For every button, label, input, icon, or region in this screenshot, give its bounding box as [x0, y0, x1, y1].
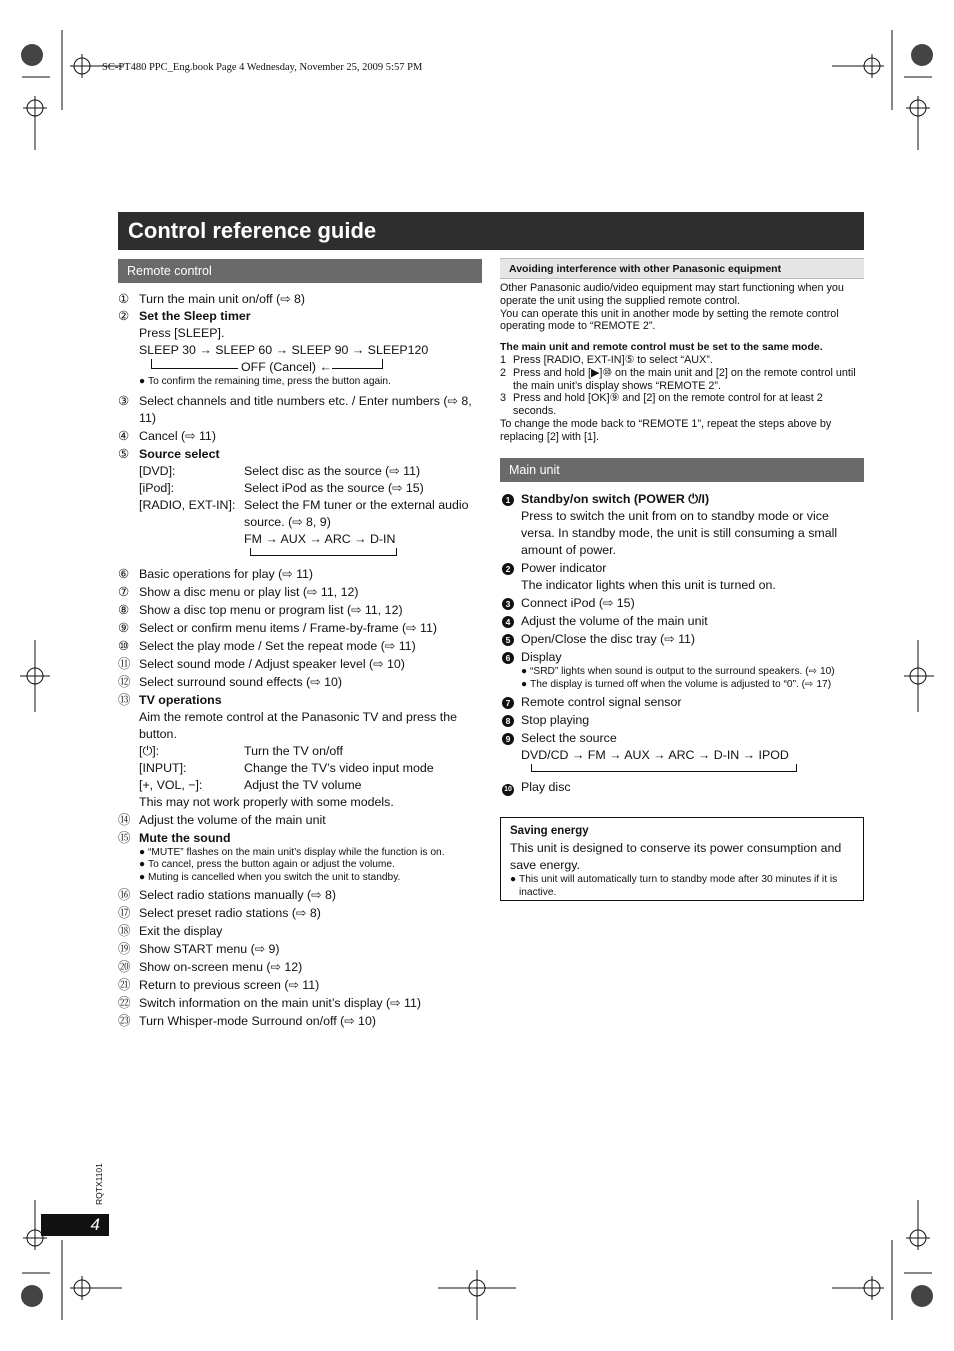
main-unit-list	[502, 491, 864, 796]
list-item: ⑰ Select preset radio stations (⇨ 8)	[118, 906, 321, 921]
list-item: ⑨ Select or confirm menu items / Frame-by-frame (⇨ 11)	[118, 620, 437, 635]
list-item: ④ Cancel (⇨ 11)	[118, 428, 216, 443]
step-item: 2 Press and hold [▶]⑩ on the main unit and [2] on the remote control until the main unit’s display shows “REMOTE 2”.	[500, 366, 856, 392]
list-item: ⑯ Select radio stations manually (⇨ 8)	[118, 888, 337, 903]
remote-control-heading: Remote control	[118, 259, 482, 283]
list-item: ㉒ Switch information on the main unit’s display (⇨ 11)	[118, 996, 421, 1011]
page-title: Control reference guide	[118, 212, 864, 250]
list-item: 8 Stop playing	[502, 712, 864, 729]
avoid-interference-body: Other Panasonic audio/video equipment may start functioning when you operate the unit using the supplied remote control. You can operate this unit in another mode by setting the remote control operating mode to “REMOTE 2”. The main unit and remote control must be set to the same mode. 1 Press [RADIO, EXT-IN]⑤ to select “AUX”. 2 Press and hold [▶]⑩ on the main unit and [2] on the remote control until the main unit’s display shows “REMOTE 2”. 3 Press and hold [OK]⑨ and [2] on the remote control for at least 2 seconds. To change the mode back to “REMOTE 1”, repeat the steps above by replacing [2] with [1].	[500, 282, 862, 444]
list-item: ⑩ Select the play mode / Set the repeat mode (⇨ 11)	[118, 638, 416, 653]
list-item: 4 Adjust the volume of the main unit	[502, 613, 864, 630]
list-item: 2 Power indicator The indicator lights when this unit is turned on.	[502, 560, 864, 594]
document-code: RQTX1101	[94, 1163, 104, 1205]
list-item: 5 Open/Close the disc tray (⇨ 11)	[502, 631, 864, 648]
loop-arrow	[531, 764, 797, 772]
list-item: ① Turn the main unit on/off (⇨ 8)	[118, 292, 306, 306]
list-item: ⑬ TV operations Aim the remote control at the Panasonic TV and press the button. [⏻]: Turn the TV on/off [INPUT]: Change the TV’s video input mode [+, VOL, −]: Adjust the TV volume This may not work properly with some models.	[118, 692, 457, 809]
list-item: ⑪ Select sound mode / Adjust speaker level (⇨ 10)	[118, 656, 405, 671]
file-header: SC-PT480 PPC_Eng.book Page 4 Wednesday, November 25, 2009 5:57 PM	[102, 62, 423, 73]
loop-arrow	[250, 548, 397, 556]
list-item: 1 Standby/on switch (POWER ⏻/I) Press to switch the unit from on to standby mode or vice versa. In standby mode, the unit is still consuming a small amount of power.	[502, 491, 864, 559]
step-item: 3 Press and hold [OK]⑨ and [2] on the remote control for at least 2 seconds.	[500, 392, 823, 418]
list-item: 3 Connect iPod (⇨ 15)	[502, 595, 864, 612]
list-item: ⑭ Adjust the volume of the main unit	[118, 812, 326, 827]
main-unit-heading: Main unit	[500, 458, 864, 482]
list-item: ③ Select channels and title numbers etc. / Enter numbers (⇨ 8, 11)	[118, 393, 472, 425]
step-item: 1 Press [RADIO, EXT-IN]⑤ to select “AUX”.	[500, 353, 713, 366]
list-item: ⑫ Select surround sound effects (⇨ 10)	[118, 674, 343, 689]
list-item: ⑥ Basic operations for play (⇨ 11)	[118, 566, 314, 581]
list-item: ⑮ Mute the sound ● “MUTE” flashes on the main unit’s display while the function is on. ● To cancel, press the button again or adjust the volume. ● Muting is cancelled when you switch the unit to standby.	[118, 830, 445, 883]
list-item: ㉑ Return to previous screen (⇨ 11)	[118, 978, 320, 993]
list-item: ㉓ Turn Whisper-mode Surround on/off (⇨ 10)	[118, 1014, 376, 1029]
list-item: ② Set the Sleep timer Press [SLEEP]. SLEEP 30 → SLEEP 60 → SLEEP 90 → SLEEP120 OFF (Cancel) ←	[118, 309, 429, 374]
list-item: ⑱ Exit the display	[118, 924, 223, 939]
list-item: ⑤ Source select [DVD]: Select disc as the source (⇨ 11) [iPod]: Select iPod as the source (⇨ 15) [RADIO, EXT-IN]: Select the FM tuner or the external audio source. (⇨ 8, 9) FM → AUX → ARC → D-IN	[118, 446, 482, 562]
page-number: 4	[41, 1214, 109, 1236]
list-item: 10 Play disc	[502, 779, 864, 796]
list-item: ⑦ Show a disc menu or play list (⇨ 11, 12)	[118, 584, 359, 599]
list-item: 6 Display ● “SRD” lights when sound is output to the surround speakers. (⇨ 10) ● The display is turned off when the volume is adjusted to “0”. (⇨ 17)	[502, 649, 864, 691]
remote-control-list: ① Turn the main unit on/off (⇨ 8) ② Set the Sleep timer Press [SLEEP]. SLEEP 30 → SLEEP 60 → SLEEP 90 → SLEEP120 OFF (Cancel) ← ● To confirm the remaining time, press the button again. ③ Select channels and title numbers etc. / Enter numbers (⇨ 8, 11) ④ Cancel (⇨ 11) ⑤ Source select [DVD]: Select disc as the source (⇨ 11) [iPod]: Select iPod as the source (⇨ 15) [RADIO, EXT-IN]: Select the FM tuner or the external audio source. (⇨ 8, 9) FM → AUX → ARC → D-IN ⑥ Basic operations for play (⇨ 11) ⑦ Show a disc menu or play list (⇨ 11, 12) ⑧ Show a disc top menu or program list (⇨ 11, 12) ⑨ Select or confirm menu items / Frame-by-frame (⇨ 11) ⑩ Select the play mode / Set the repeat mode (⇨ 11) ⑪ Select sound mode / Adjust speaker level (⇨ 10) ⑫ Select surround sound effects (⇨ 10) ⑬ TV operations Aim the remote control at the Panasonic TV and press the button. [⏻]: Turn the TV on/off [INPUT]: Change the TV’s video input mode [+, VOL, −]: Adjust the TV volume This may not work properly with some models. ⑭ Adjust the volume of the main unit ⑮ Mute the sound ● “MUTE” flashes on the main unit’s display while the function is on. ● To cancel, press the button again or adjust the volume. ● Muting is cancelled when you switch the unit to standby. ⑯ Select radio stations manually (⇨ 8) ⑰ Select preset radio stations (⇨ 8) ⑱ Exit the display ⑲ Show START menu (⇨ 9) ⑳ Show on-screen menu (⇨ 12) ㉑ Return to previous screen (⇨ 11) ㉒ Switch information on the main unit’s display (⇨ 11) ㉓ Turn Whisper-mode Surround on/off (⇨ 10)	[118, 291, 482, 1030]
list-item: ⑧ Show a disc top menu or program list (⇨ 11, 12)	[118, 602, 403, 617]
saving-energy-box: Saving energy This unit is designed to conserve its power consumption and save energy. ● This unit will automatically turn to standby mode after 30 minutes if it is inactive.	[500, 817, 864, 901]
avoid-interference-heading: Avoiding interference with other Panasonic equipment	[500, 258, 864, 279]
list-item: 9 Select the source DVD/CD → FM → AUX → ARC → D-IN → IPOD	[502, 730, 864, 772]
list-item: ⑲ Show START menu (⇨ 9)	[118, 942, 280, 957]
list-item: 7 Remote control signal sensor	[502, 694, 864, 711]
list-item: ⑳ Show on-screen menu (⇨ 12)	[118, 960, 303, 975]
loop-arrow	[151, 359, 238, 369]
